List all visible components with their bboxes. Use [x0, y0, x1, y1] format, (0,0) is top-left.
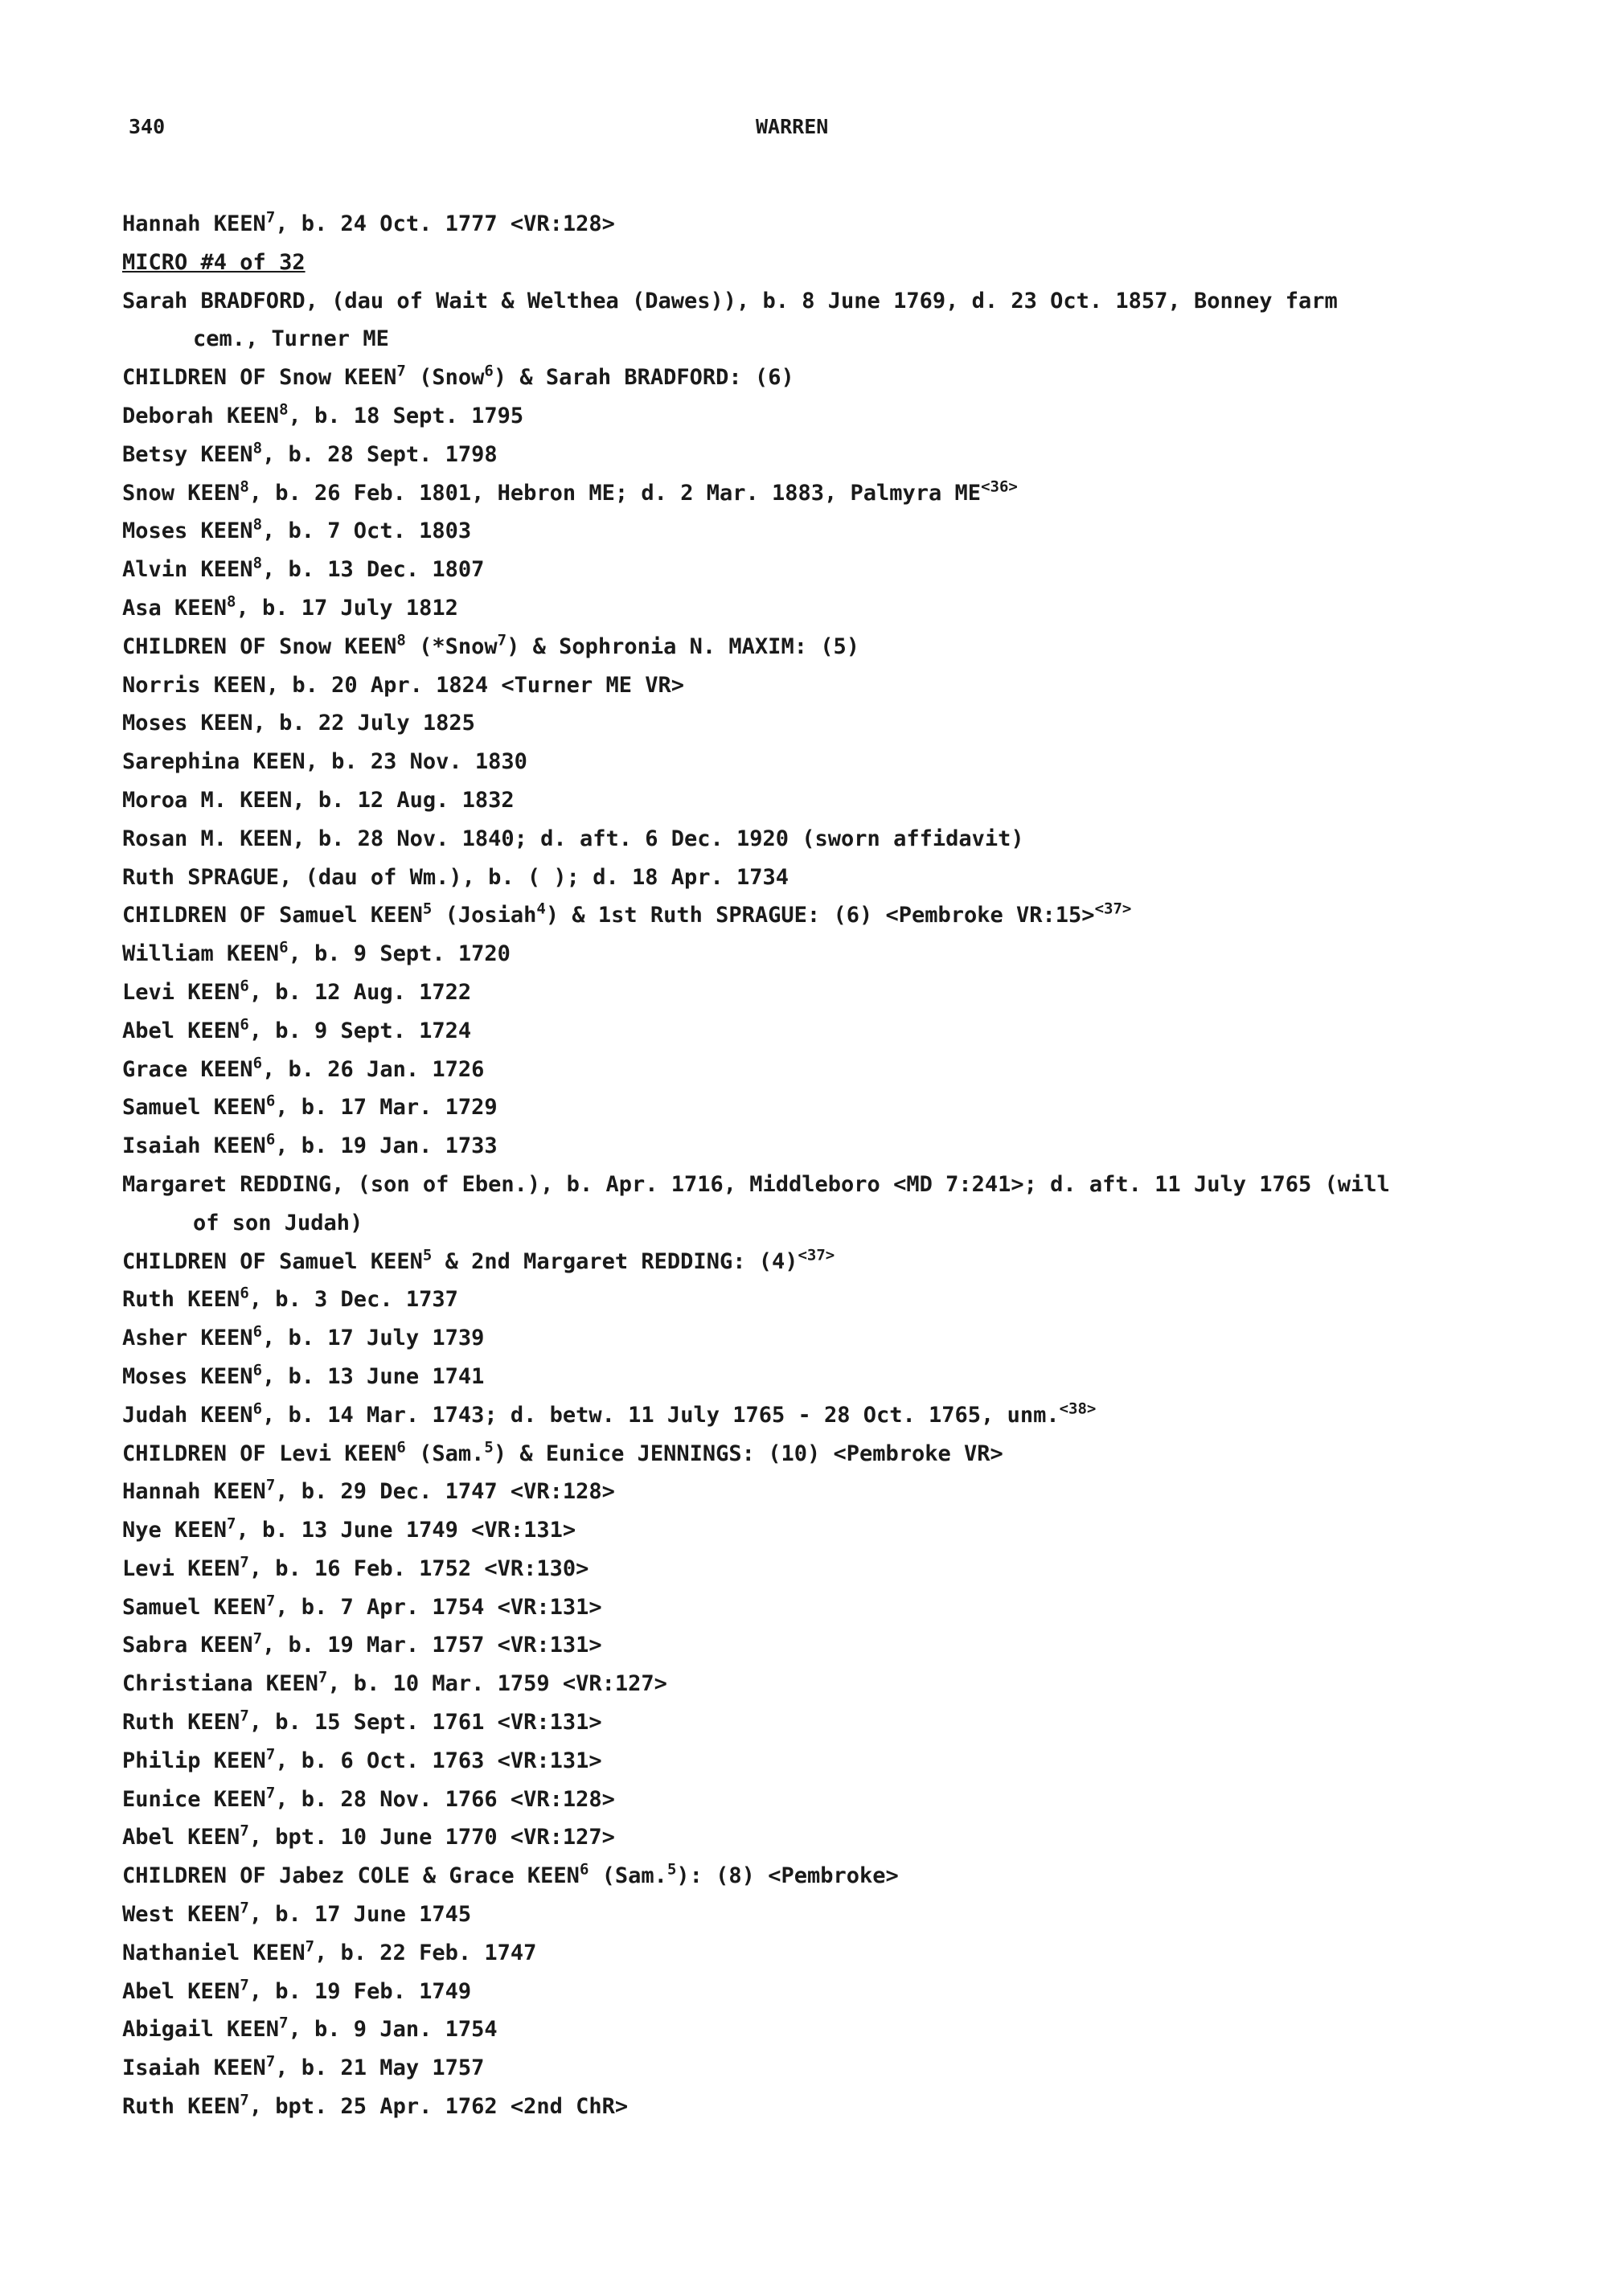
- child-line: [122, 1934, 1569, 1973]
- line-text: Eunice KEEN: [122, 1786, 266, 1812]
- superscript: <37>: [1094, 900, 1132, 918]
- line-text: Norris KEEN, b. 20 Apr. 1824 <Turner ME VR>: [122, 672, 684, 698]
- line-text: (Sam.: [588, 1863, 667, 1889]
- superscript: 6: [279, 938, 289, 957]
- superscript: 7: [240, 1899, 249, 1917]
- heading-line: [122, 896, 1569, 935]
- superscript: 6: [265, 1092, 276, 1110]
- line-text: , b. 17 June 1745: [248, 1902, 472, 1928]
- line-text: , b. 24 Oct. 1777 <VR:128>: [275, 211, 615, 236]
- line-text: , b. 19 Jan. 1733: [275, 1133, 498, 1159]
- superscript: 7: [279, 2014, 289, 2033]
- line-text: Isaiah KEEN: [122, 2055, 266, 2081]
- child-line: [122, 1781, 1569, 1819]
- line-text: , b. 19 Mar. 1757 <VR:131>: [262, 1633, 602, 1658]
- line-text: , b. 28 Nov. 1766 <VR:128>: [275, 1786, 615, 1812]
- line-text: Asa KEEN: [122, 595, 228, 621]
- line-text: Deborah KEEN: [122, 403, 280, 428]
- line-text: , b. 22 Feb. 1747: [314, 1940, 537, 1965]
- line-text: Judah KEEN: [122, 1402, 253, 1428]
- line-text: CHILDREN OF Jabez COLE & Grace KEEN: [122, 1863, 580, 1889]
- line-text: , b. 13 June 1741: [262, 1363, 485, 1389]
- superscript: 6: [484, 362, 494, 380]
- child-line: [122, 1626, 1569, 1665]
- line-text: , b. 16 Feb. 1752 <VR:130>: [248, 1555, 589, 1581]
- superscript: 7: [265, 208, 276, 227]
- line-text: Asher KEEN: [122, 1326, 253, 1351]
- child-line: [122, 1358, 1569, 1396]
- continuation-line: [122, 1204, 1569, 1243]
- superscript: 6: [240, 1015, 249, 1034]
- superscript: 7: [240, 1822, 249, 1841]
- line-text: Levi KEEN: [122, 1555, 240, 1581]
- line-text: (Snow: [405, 365, 485, 391]
- superscript: 8: [252, 439, 263, 457]
- line-text: , b. 7 Apr. 1754 <VR:131>: [275, 1594, 602, 1620]
- superscript: 5: [484, 1438, 494, 1457]
- child-line: [122, 1896, 1569, 1934]
- line-text: , b. 26 Feb. 1801, Hebron ME; d. 2 Mar. 1883, Palmyra ME: [248, 480, 982, 506]
- line-text: , b. 13 June 1749 <VR:131>: [236, 1518, 576, 1543]
- line-text: (*Snow: [405, 633, 498, 659]
- line-text: , b. 17 July 1739: [262, 1326, 485, 1351]
- line-text: Abel KEEN: [122, 1018, 240, 1043]
- superscript: 8: [252, 554, 263, 572]
- child-line: [122, 2049, 1569, 2088]
- superscript: 7: [265, 1476, 276, 1494]
- line-text: , b. 9 Sept. 1724: [248, 1018, 472, 1043]
- line-text: Margaret REDDING, (son of Eben.), b. Apr. 1716, Middleboro <MD 7:241>; d. aft. 11 July 1765 (will: [122, 1171, 1390, 1197]
- line-text: Rosan M. KEEN, b. 28 Nov. 1840; d. aft. 6 Dec. 1920 (sworn affidavit): [122, 826, 1024, 851]
- child-line: [122, 1973, 1569, 2011]
- line-text: ) & Eunice JENNINGS: (10) <Pembroke VR>: [493, 1441, 1003, 1466]
- superscript: 6: [240, 1284, 249, 1302]
- child-line: [122, 935, 1569, 973]
- spouse-line: [122, 282, 1569, 321]
- child-line: [122, 589, 1569, 628]
- superscript: <36>: [981, 477, 1018, 496]
- line-text: Sarah BRADFORD, (dau of Wait & Welthea (Dawes)), b. 8 June 1769, d. 23 Oct. 1857, Bonney farm: [122, 288, 1338, 314]
- line-text: , b. 28 Sept. 1798: [262, 441, 498, 467]
- line-text: Moses KEEN: [122, 1363, 253, 1389]
- line-text: CHILDREN OF Snow KEEN: [122, 365, 397, 391]
- line-text: , b. 21 May 1757: [275, 2055, 485, 2081]
- child-line: [122, 1665, 1569, 1703]
- child-line: [122, 973, 1569, 1012]
- line-text: (Josiah: [432, 903, 537, 928]
- superscript: 7: [396, 362, 406, 380]
- line-text: MICRO #4 of 32: [122, 249, 306, 275]
- line-text: , b. 26 Jan. 1726: [262, 1056, 485, 1082]
- child-line: [122, 1088, 1569, 1127]
- superscript: 5: [422, 900, 433, 918]
- superscript: 8: [279, 400, 289, 419]
- superscript: 7: [265, 1592, 276, 1610]
- line-text: , b. 17 Mar. 1729: [275, 1095, 498, 1121]
- superscript: 5: [422, 1246, 433, 1264]
- superscript: 6: [265, 1130, 276, 1149]
- line-text: Ruth KEEN: [122, 1287, 240, 1313]
- line-text: & 2nd Margaret REDDING: (4): [432, 1248, 798, 1274]
- line-text: Nathaniel KEEN: [122, 1940, 306, 1965]
- child-line: [122, 743, 1569, 781]
- child-line: [122, 1550, 1569, 1588]
- superscript: 6: [252, 1322, 263, 1341]
- superscript: <37>: [798, 1246, 835, 1264]
- superscript: 6: [240, 977, 249, 995]
- running-head: WARREN: [756, 115, 829, 138]
- superscript: 8: [227, 592, 236, 611]
- superscript: 6: [252, 1054, 263, 1072]
- child-line: [122, 2088, 1569, 2126]
- superscript: 7: [265, 1745, 276, 1764]
- child-line: [122, 551, 1569, 589]
- superscript: 6: [396, 1438, 406, 1457]
- line-text: of son Judah): [193, 1210, 363, 1236]
- child-line: [122, 436, 1569, 474]
- line-text: , b. 6 Oct. 1763 <VR:131>: [275, 1748, 602, 1773]
- line-text: Grace KEEN: [122, 1056, 253, 1082]
- line-text: Hannah KEEN: [122, 211, 266, 236]
- child-line: [122, 1818, 1569, 1857]
- line-text: , b. 3 Dec. 1737: [248, 1287, 458, 1313]
- line-text: Moses KEEN, b. 22 July 1825: [122, 711, 475, 736]
- superscript: 6: [252, 1400, 263, 1418]
- superscript: 7: [240, 1553, 249, 1572]
- child-line: [122, 397, 1569, 436]
- child-line: [122, 1473, 1569, 1511]
- line-text: , b. 18 Sept. 1795: [288, 403, 524, 428]
- child-line: [122, 1281, 1569, 1319]
- line-text: , b. 7 Oct. 1803: [262, 518, 472, 544]
- line-text: Abel KEEN: [122, 1825, 240, 1850]
- heading-line: [122, 1857, 1569, 1896]
- child-line: [122, 1051, 1569, 1089]
- line-text: , b. 19 Feb. 1749: [248, 1978, 472, 2004]
- superscript: 7: [318, 1668, 328, 1686]
- line-text: , b. 29 Dec. 1747 <VR:128>: [275, 1479, 615, 1505]
- superscript: 6: [252, 1361, 263, 1379]
- line-text: , bpt. 25 Apr. 1762 <2nd ChR>: [248, 2094, 629, 2120]
- heading-line: [122, 1243, 1569, 1281]
- child-line: [122, 1396, 1569, 1435]
- line-text: (Sam.: [405, 1441, 485, 1466]
- line-text: , b. 13 Dec. 1807: [262, 557, 485, 583]
- line-text: ): (8) <Pembroke>: [676, 1863, 899, 1889]
- line-text: , b. 9 Jan. 1754: [288, 2017, 498, 2043]
- child-line: [122, 1511, 1569, 1550]
- line-text: ) & 1st Ruth SPRAGUE: (6) <Pembroke VR:15>: [545, 903, 1095, 928]
- line-text: Snow KEEN: [122, 480, 240, 506]
- page-number: 340: [129, 115, 166, 138]
- line-text: Philip KEEN: [122, 1748, 266, 1773]
- spouse-line: [122, 1166, 1569, 1204]
- superscript: 4: [536, 900, 546, 918]
- heading-line: [122, 628, 1569, 666]
- line-text: Samuel KEEN: [122, 1594, 266, 1620]
- superscript: 5: [666, 1860, 677, 1879]
- child-line: [122, 205, 1569, 244]
- line-text: West KEEN: [122, 1902, 240, 1928]
- line-text: Isaiah KEEN: [122, 1133, 266, 1159]
- line-text: Ruth SPRAGUE, (dau of Wm.), b. ( ); d. 18 Apr. 1734: [122, 864, 789, 890]
- line-text: Ruth KEEN: [122, 1710, 240, 1736]
- line-text: Sabra KEEN: [122, 1633, 253, 1658]
- heading-line: [122, 1435, 1569, 1473]
- superscript: 7: [252, 1630, 263, 1649]
- superscript: 7: [227, 1514, 236, 1533]
- genealogy-records: [122, 205, 1569, 2126]
- superscript: 7: [240, 1707, 249, 1725]
- line-text: Christiana KEEN: [122, 1671, 318, 1697]
- superscript: 7: [265, 2052, 276, 2071]
- line-text: ) & Sarah BRADFORD: (6): [493, 365, 794, 391]
- line-text: Hannah KEEN: [122, 1479, 266, 1505]
- line-text: , bpt. 10 June 1770 <VR:127>: [248, 1825, 615, 1850]
- child-line: [122, 781, 1569, 820]
- line-text: CHILDREN OF Levi KEEN: [122, 1441, 397, 1466]
- line-text: , b. 14 Mar. 1743; d. betw. 11 July 1765 - 28 Oct. 1765, unm.: [262, 1402, 1060, 1428]
- child-line: [122, 1127, 1569, 1166]
- child-line: [122, 2010, 1569, 2049]
- line-text: Samuel KEEN: [122, 1095, 266, 1121]
- line-text: Moroa M. KEEN, b. 12 Aug. 1832: [122, 787, 515, 813]
- line-text: , b. 12 Aug. 1722: [248, 979, 472, 1005]
- spouse-line: [122, 859, 1569, 897]
- superscript: 7: [240, 2091, 249, 2109]
- line-text: , b. 15 Sept. 1761 <VR:131>: [248, 1710, 602, 1736]
- superscript: 7: [305, 1937, 315, 1956]
- child-line: [122, 704, 1569, 743]
- line-text: Betsy KEEN: [122, 441, 253, 467]
- line-text: , b. 17 July 1812: [236, 595, 458, 621]
- child-line: [122, 1012, 1569, 1051]
- heading-line: [122, 359, 1569, 397]
- child-line: [122, 1703, 1569, 1742]
- line-text: Sarephina KEEN, b. 23 Nov. 1830: [122, 749, 527, 775]
- line-text: CHILDREN OF Samuel KEEN: [122, 903, 423, 928]
- superscript: 7: [265, 1784, 276, 1802]
- line-text: , b. 10 Mar. 1759 <VR:127>: [327, 1671, 667, 1697]
- superscript: 6: [579, 1860, 589, 1879]
- child-line: [122, 474, 1569, 513]
- superscript: 8: [396, 631, 406, 650]
- line-text: Alvin KEEN: [122, 557, 253, 583]
- child-line: [122, 512, 1569, 551]
- line-text: Moses KEEN: [122, 518, 253, 544]
- micro-line: [122, 244, 1569, 282]
- continuation-line: [122, 320, 1569, 359]
- superscript: 7: [240, 1976, 249, 1994]
- line-text: Nye KEEN: [122, 1518, 228, 1543]
- child-line: [122, 820, 1569, 859]
- superscript: 8: [240, 477, 249, 496]
- child-line: [122, 1588, 1569, 1627]
- line-text: Levi KEEN: [122, 979, 240, 1005]
- superscript: 8: [252, 515, 263, 534]
- line-text: ) & Sophronia N. MAXIM: (5): [506, 633, 859, 659]
- line-text: Ruth KEEN: [122, 2094, 240, 2120]
- superscript: 7: [497, 631, 507, 650]
- child-line: [122, 1742, 1569, 1781]
- superscript: <38>: [1059, 1400, 1097, 1418]
- line-text: William KEEN: [122, 941, 280, 967]
- line-text: Abigail KEEN: [122, 2017, 280, 2043]
- line-text: cem., Turner ME: [193, 326, 389, 352]
- line-text: , b. 9 Sept. 1720: [288, 941, 511, 967]
- page-header: [129, 115, 860, 144]
- line-text: CHILDREN OF Snow KEEN: [122, 633, 397, 659]
- line-text: Abel KEEN: [122, 1978, 240, 2004]
- line-text: CHILDREN OF Samuel KEEN: [122, 1248, 423, 1274]
- child-line: [122, 666, 1569, 705]
- child-line: [122, 1319, 1569, 1358]
